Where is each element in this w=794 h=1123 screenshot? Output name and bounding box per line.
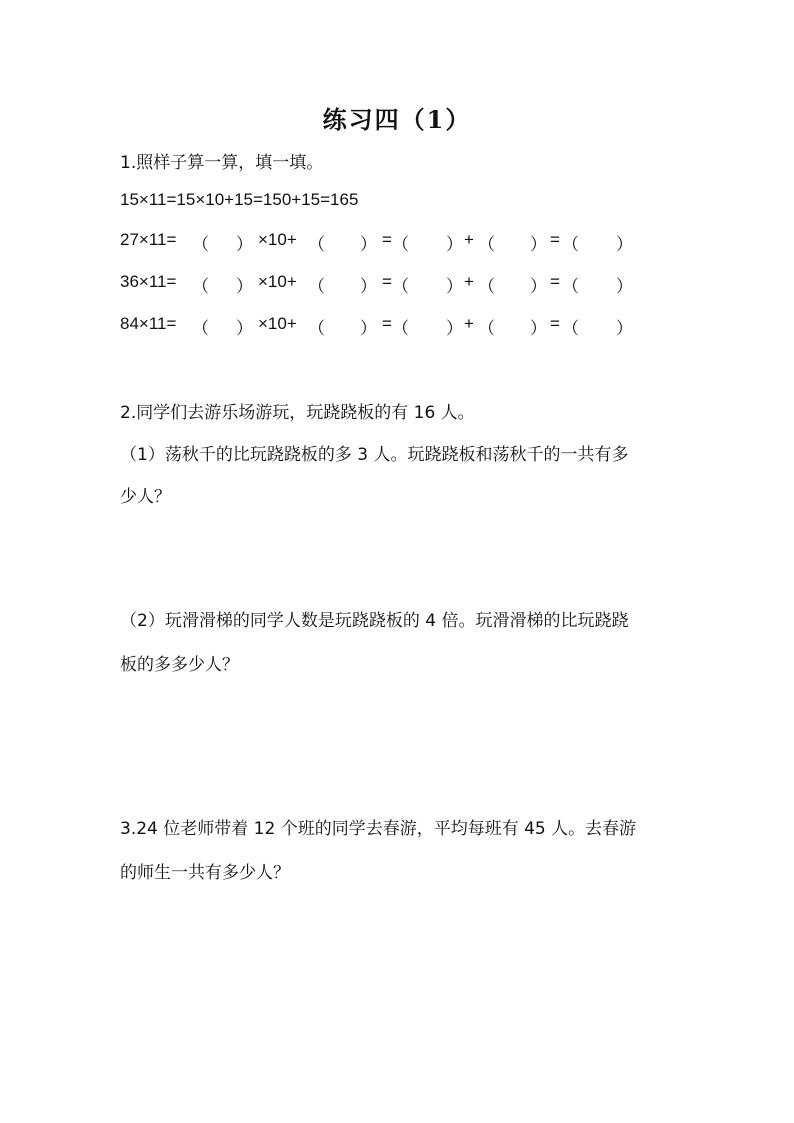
blank-close: ） — [446, 277, 463, 296]
q3-line2: 的师生一共有多少人？ — [120, 863, 290, 883]
row-lhs: 36×11= — [120, 272, 177, 291]
blank-open: （ — [308, 319, 325, 338]
blank-close: ） — [446, 235, 463, 254]
q2-sub2-line2: 板的多多少人？ — [120, 655, 239, 675]
blank-close: ） — [360, 235, 377, 254]
blank-open: （ — [392, 235, 409, 254]
q2-sub1-line2: 少人？ — [120, 487, 171, 507]
blank-open: （ — [192, 319, 209, 338]
blank-open: （ — [478, 235, 495, 254]
blank-open: （ — [192, 277, 209, 296]
q2-sub2-line1: （2）玩滑滑梯的同学人数是玩跷跷板的 4 倍。玩滑滑梯的比玩跷跷 — [120, 611, 629, 631]
blank-open: （ — [192, 235, 209, 254]
blank-close: ） — [236, 235, 253, 254]
row-times-ten: ×10+ — [258, 272, 297, 291]
blank-close: ） — [530, 277, 547, 296]
blank-close: ） — [616, 319, 633, 338]
blank-open: （ — [308, 277, 325, 296]
blank-open: （ — [562, 235, 579, 254]
blank-open: （ — [478, 319, 495, 338]
row-equals: = — [550, 314, 560, 333]
blank-close: ） — [530, 319, 547, 338]
row-equals: = — [550, 272, 560, 291]
row-lhs: 84×11= — [120, 314, 177, 333]
row-equals: = — [550, 230, 560, 249]
blank-close: ） — [446, 319, 463, 338]
row-equals: = — [382, 272, 392, 291]
blank-open: （ — [562, 277, 579, 296]
blank-open: （ — [392, 277, 409, 296]
blank-open: （ — [478, 277, 495, 296]
row-plus: + — [464, 314, 474, 333]
row-times-ten: ×10+ — [258, 230, 297, 249]
row-times-ten: ×10+ — [258, 314, 297, 333]
blank-close: ） — [236, 277, 253, 296]
page-title: 练习四（1） — [322, 105, 472, 134]
blank-close: ） — [360, 319, 377, 338]
row-equals: = — [382, 230, 392, 249]
q1-prompt: 1.照样子算一算，填一填。 — [120, 153, 324, 173]
q1-row-3 — [120, 314, 680, 338]
blank-close: ） — [530, 235, 547, 254]
blank-close: ） — [236, 319, 253, 338]
blank-open: （ — [308, 235, 325, 254]
row-plus: + — [464, 272, 474, 291]
q1-row-2 — [120, 272, 680, 296]
q2-sub1-line1: （1）荡秋千的比玩跷跷板的多 3 人。玩跷跷板和荡秋千的一共有多 — [120, 445, 629, 465]
q1-row-1 — [120, 230, 680, 254]
row-lhs: 27×11= — [120, 230, 177, 249]
blank-open: （ — [392, 319, 409, 338]
q1-example: 15×11=15×10+15=150+15=165 — [120, 190, 359, 209]
blank-close: ） — [616, 277, 633, 296]
q2-prompt: 2.同学们去游乐场游玩，玩跷跷板的有 16 人。 — [120, 403, 475, 423]
q3-line1: 3.24 位老师带着 12 个班的同学去春游，平均每班有 45 人。去春游 — [120, 819, 637, 839]
blank-close: ） — [360, 277, 377, 296]
blank-close: ） — [616, 235, 633, 254]
row-equals: = — [382, 314, 392, 333]
row-plus: + — [464, 230, 474, 249]
blank-open: （ — [562, 319, 579, 338]
